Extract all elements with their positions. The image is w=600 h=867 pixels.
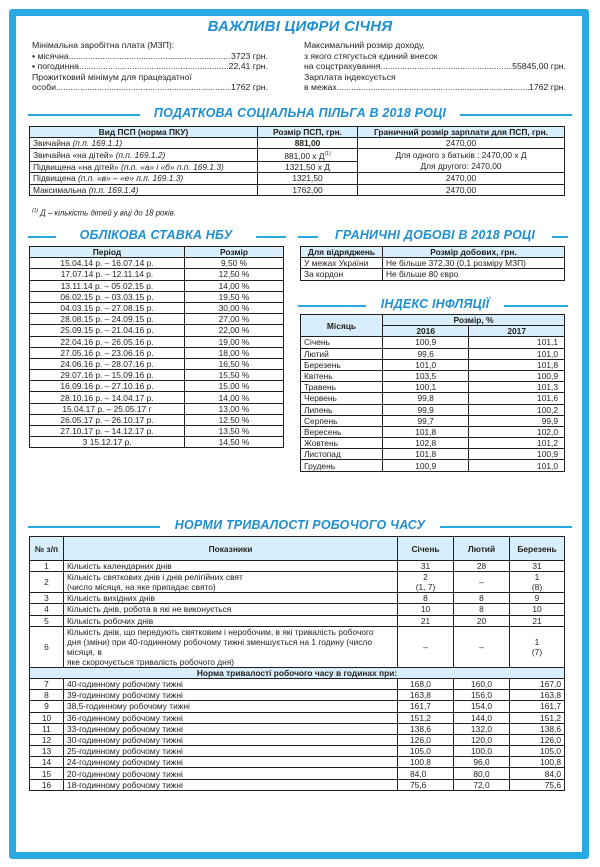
table-row (30, 593, 565, 604)
table-row (30, 615, 565, 626)
nbu-rate: 19,50 % (185, 291, 284, 302)
inflation-2017: 100,9 (469, 449, 565, 460)
norms-cell: Кількість календарних днів (64, 561, 398, 572)
norms-cell: 156,0 (454, 690, 510, 701)
nbu-rate: 19,00 % (185, 336, 284, 347)
norms-cell: 33-годинному робочому тижні (64, 723, 398, 734)
daily-header-trip: Для відряджень (301, 247, 383, 258)
table-row (30, 314, 284, 325)
nbu-rate: 14,00 % (185, 392, 284, 403)
norms-cell: 21 (398, 615, 454, 626)
inflation-2017: 101,8 (469, 359, 565, 370)
table-row (30, 626, 565, 667)
table-row (30, 269, 284, 280)
nbu-period: 04.03.15 р. – 27.08.15 р. (30, 302, 185, 313)
table-row (30, 381, 284, 392)
inflation-2017: 101,0 (469, 460, 565, 471)
nbu-rate: 15,50 % (185, 370, 284, 381)
table-row (30, 325, 284, 336)
nbu-rate: 14,50 % (185, 437, 284, 448)
table-row (301, 337, 565, 348)
norms-header-num: № з/п (30, 537, 64, 561)
norms-cell: 6 (30, 626, 64, 667)
psp-note: $^{(1)}$ Д – кількість дітей у віці до 18 років. (32, 208, 177, 218)
nbu-rate: 16,50 % (185, 358, 284, 369)
inflation-month: Вересень (301, 426, 383, 437)
inflation-month: Лютий (301, 348, 383, 359)
nbu-period: 27.10.17 р. – 14.12.17 р. (30, 426, 185, 437)
monthly-value: 3723 грн. (231, 50, 268, 61)
daily-title: ГРАНИЧНІ ДОБОВІ В 2018 РОЦІ (318, 228, 552, 242)
table-row (30, 779, 565, 790)
inflation-2016: 102,8 (383, 438, 469, 449)
wage-line-2: в межах (304, 82, 337, 93)
norms-subheader: Норма тривалості робочого часу в годинах при: (30, 667, 565, 678)
inflation-2016: 103,5 (383, 370, 469, 381)
inflation-month: Листопад (301, 449, 383, 460)
nbu-rate: 22,00 % (185, 325, 284, 336)
table-row: Звичайна «на дітей» (п.п. 169.1.2) 881,00 х $Д^{(1)}$ Для одного з батьків : 2470,00 х Д Для другого: 2470,00 (30, 149, 565, 162)
norms-cell: 40-годинному робочому тижні (64, 678, 398, 689)
norms-cell: 75,6 (510, 779, 565, 790)
nbu-rate: 30,00 % (185, 302, 284, 313)
nbu-period: 17.07.14 р. – 12.11.14 р. (30, 269, 185, 280)
norms-cell: – (454, 626, 510, 667)
inflation-2017: 101,1 (469, 337, 565, 348)
nbu-period: 16.09.16 р. – 27.10.16 р. (30, 381, 185, 392)
norms-cell: 138,6 (398, 723, 454, 734)
norms-cell: 126,0 (398, 734, 454, 745)
table-row (30, 426, 284, 437)
norms-cell: 138,6 (510, 723, 565, 734)
norms-cell: 36-годинному робочому тижні (64, 712, 398, 723)
nbu-rate: 18,00 % (185, 347, 284, 358)
psp-header-kind: Вид ПСП (норма ПКУ) (30, 127, 258, 138)
norms-cell: 1 (8) (510, 572, 565, 593)
norms-header-mar: Березень (510, 537, 565, 561)
table-row (30, 370, 284, 381)
norms-cell: 20 (454, 615, 510, 626)
table-row: Максимальна (п.п. 169.1.4) 1762,00 2470,00 (30, 184, 565, 195)
nbu-period: 22.04.16 р. – 26.05.16 р. (30, 336, 185, 347)
maxincome-line-1: Максимальний розмір доходу, (304, 40, 425, 50)
norms-subheader-row (30, 667, 565, 678)
table-row (301, 426, 565, 437)
norms-cell: 30-годинному робочому тижні (64, 734, 398, 745)
norms-cell: 167,0 (510, 678, 565, 689)
norms-cell: 10 (30, 712, 64, 723)
norms-cell: 31 (510, 561, 565, 572)
norms-cell: 168,0 (398, 678, 454, 689)
monthly-label: ▪ місячна (32, 50, 69, 61)
norms-cell: 8 (398, 593, 454, 604)
inflation-title: ІНДЕКС ІНФЛЯЦІЇ (366, 297, 504, 311)
inflation-2016: 101,8 (383, 426, 469, 437)
norms-header-feb: Лютий (454, 537, 510, 561)
inflation-header-size: Розмір, % (383, 315, 565, 326)
norms-cell: 120,0 (454, 734, 510, 745)
table-row: Підвищена «на дітей» (п.п. «а» і «б» п.п. 169.1.3) 1321,50 х Д (30, 162, 565, 173)
nbu-title: ОБЛІКОВА СТАВКА НБУ (56, 228, 256, 242)
nbu-period: 15.04.17 р. – 25.05.17 г (30, 403, 185, 414)
table-row (30, 403, 284, 414)
norms-cell: 9 (510, 593, 565, 604)
table-row (301, 359, 565, 370)
inflation-month: Грудень (301, 460, 383, 471)
inflation-header-2016: 2016 (383, 326, 469, 337)
inflation-2017: 102,0 (469, 426, 565, 437)
hourly-value: 22,41 грн. (228, 61, 268, 72)
norms-cell: Кількість днів, робота в які не виконується (64, 604, 398, 615)
norms-cell: 1 (30, 561, 64, 572)
table-row (30, 734, 565, 745)
maxincome-line-2: з якого стягується єдиний внесок (304, 50, 438, 61)
inflation-2016: 99,8 (383, 393, 469, 404)
psp-header-limit: Граничний розмір зарплати для ПСП, грн. (358, 127, 565, 138)
table-row (30, 392, 284, 403)
inflation-2016: 99,9 (383, 404, 469, 415)
nbu-period: 28.10.16 р. – 14.04.17 р. (30, 392, 185, 403)
norms-cell: 105,0 (398, 746, 454, 757)
nbu-period: 25.09.15 р. – 21.04.16 р. (30, 325, 185, 336)
norms-header-indicator: Показники (64, 537, 398, 561)
norms-cell: 12 (30, 734, 64, 745)
table-row (301, 382, 565, 393)
inflation-month: Серпень (301, 415, 383, 426)
psp-header-size: Розмір ПСП, грн. (258, 127, 358, 138)
norms-cell: 7 (30, 678, 64, 689)
wage-value: 1762 грн. (529, 82, 566, 93)
nbu-rate: 13,50 % (185, 426, 284, 437)
norms-cell: 80,0 (454, 768, 510, 779)
table-row (30, 723, 565, 734)
daily-table (300, 246, 565, 281)
table-row (301, 370, 565, 381)
nbu-period: 06.02.15 р. – 03.03.15 р. (30, 291, 185, 302)
table-row (30, 336, 284, 347)
norms-cell: 161,7 (398, 701, 454, 712)
norms-cell: 38,5-годинному робочому тижні (64, 701, 398, 712)
norms-cell: 84,0 (398, 768, 454, 779)
nbu-period: 13.11.14 р. – 05.02.15 р. (30, 280, 185, 291)
inflation-month: Липень (301, 404, 383, 415)
norms-cell: 132,0 (454, 723, 510, 734)
nbu-period: 29.07.16 р. – 15.09.16 р. (30, 370, 185, 381)
norms-cell: 100,8 (510, 757, 565, 768)
table-row (30, 678, 565, 689)
table-row (30, 358, 284, 369)
nbu-header-rate: Розмір (185, 247, 284, 258)
table-row (30, 347, 284, 358)
inflation-month: Березень (301, 359, 383, 370)
inflation-2016: 101,8 (383, 449, 469, 460)
norms-cell: Кількість вихідних днів (64, 593, 398, 604)
norms-cell: 8 (454, 604, 510, 615)
norms-cell: 160,0 (454, 678, 510, 689)
norms-cell: 18-годинному робочому тижні (64, 779, 398, 790)
inflation-2017: 101,6 (469, 393, 565, 404)
nbu-table (29, 246, 284, 448)
table-row (30, 561, 565, 572)
table-row (301, 460, 565, 471)
table-row (301, 438, 565, 449)
norms-cell: 15 (30, 768, 64, 779)
inflation-2017: 100,9 (469, 370, 565, 381)
table-row: За кордон Не більше 80 євро (301, 269, 565, 280)
table-row (30, 712, 565, 723)
table-row (30, 572, 565, 593)
norms-cell: 8 (30, 690, 64, 701)
psp-title: ПОДАТКОВА СОЦІАЛЬНА ПІЛЬГА В 2018 РОЦІ (140, 106, 460, 120)
norms-title: НОРМИ ТРИВАЛОСТІ РОБОЧОГО ЧАСУ (160, 518, 440, 532)
table-row: У межах України Не більше 372,30 (0,1 розміру МЗП) (301, 258, 565, 269)
norms-cell: 96,0 (454, 757, 510, 768)
inflation-month: Жовтень (301, 438, 383, 449)
table-row (30, 757, 565, 768)
nbu-rate: 14,00 % (185, 280, 284, 291)
norms-cell: – (398, 626, 454, 667)
intro-left (32, 40, 268, 93)
norms-cell: 126,0 (510, 734, 565, 745)
table-row (30, 302, 284, 313)
norms-cell: 10 (398, 604, 454, 615)
nbu-rate: 15,00 % (185, 381, 284, 392)
norms-cell: 13 (30, 746, 64, 757)
inflation-table (300, 314, 565, 472)
norms-cell: 2 (1, 7) (398, 572, 454, 593)
norms-cell: Кількість днів, що передують святковим і неробочим, в які тривалість робочого дня (зміни) при 40-годинному робочому тижні зменшується на 1 годину (число місяця, в яке скорочується тривалість робочого дня) (64, 626, 398, 667)
table-row (30, 690, 565, 701)
table-row (30, 291, 284, 302)
nbu-rate: 13,00 % (185, 403, 284, 414)
daily-header-size: Розмір добових, грн. (383, 247, 565, 258)
norms-cell: 25-годинному робочому тижні (64, 746, 398, 757)
nbu-rate: 12,50 % (185, 269, 284, 280)
norms-cell: 105,0 (510, 746, 565, 757)
norms-cell: 5 (30, 615, 64, 626)
norms-cell: Кількість святкових днів і днів релігійних свят (число місяця, на яке припадає свято) (64, 572, 398, 593)
norms-cell: Кількість робочих днів (64, 615, 398, 626)
psp-table (29, 126, 565, 196)
table-row: Звичайна (п.п. 169.1.1) 881,00 2470,00 (30, 138, 565, 149)
nbu-period: З 15.12.17 р. (30, 437, 185, 448)
nbu-period: 28.08.15 р. – 24.09.15 р. (30, 314, 185, 325)
nbu-rate: 12.50 % (185, 414, 284, 425)
table-row (30, 414, 284, 425)
norms-cell: 75,6 (398, 779, 454, 790)
inflation-month: Квітень (301, 370, 383, 381)
subsistence-label: Прожитковий мінімум для працездатної (32, 71, 192, 82)
nbu-period: 24.06.16 р. – 28.07.16 р. (30, 358, 185, 369)
table-row (30, 746, 565, 757)
table-row (301, 348, 565, 359)
subsistence-value: 1762 грн. (231, 82, 268, 93)
table-row (30, 280, 284, 291)
table-row (301, 404, 565, 415)
norms-header-jan: Січень (398, 537, 454, 561)
norms-cell: 163,8 (510, 690, 565, 701)
maxincome-value: 55845,00 грн. (512, 61, 566, 72)
norms-cell: 21 (510, 615, 565, 626)
inflation-2017: 101,0 (469, 348, 565, 359)
norms-cell: 100,8 (398, 757, 454, 768)
maxincome-line-3: на соцстрахування (304, 61, 381, 72)
table-row (30, 701, 565, 712)
norms-cell: 11 (30, 723, 64, 734)
table-row (301, 449, 565, 460)
table-row (30, 604, 565, 615)
inflation-month: Червень (301, 393, 383, 404)
inflation-month: Січень (301, 337, 383, 348)
page-title: ВАЖЛИВІ ЦИФРИ СІЧНЯ (207, 18, 393, 35)
norms-cell: 154,0 (454, 701, 510, 712)
norms-cell: 4 (30, 604, 64, 615)
table-row (30, 768, 565, 779)
nbu-header-period: Період (30, 247, 185, 258)
table-row: Підвищена (п.п. «в» – «е» п.п. 169.1.3) 1321,50 2470,00 (30, 173, 565, 184)
norms-cell: 72,0 (454, 779, 510, 790)
mzp-label: Мінімальна заробітна плата (МЗП): (32, 40, 175, 50)
norms-cell: 14 (30, 757, 64, 768)
inflation-header-2017: 2017 (469, 326, 565, 337)
norms-cell: 3 (30, 593, 64, 604)
norms-cell: 1 (7) (510, 626, 565, 667)
inflation-2016: 101,0 (383, 359, 469, 370)
inflation-2016: 100,9 (383, 460, 469, 471)
norms-cell: – (454, 572, 510, 593)
nbu-period: 27.05.16 р. – 23.06.16 р. (30, 347, 185, 358)
norms-cell: 16 (30, 779, 64, 790)
norms-cell: 39-годинному робочому тижні (64, 690, 398, 701)
norms-cell: 151,2 (510, 712, 565, 723)
nbu-period: 15.04.14 р. – 16.07.14 р. (30, 258, 185, 269)
wage-line-1: Зарплата індексується (304, 71, 396, 82)
norms-cell: 144,0 (454, 712, 510, 723)
inflation-2016: 100,9 (383, 337, 469, 348)
table-row (301, 393, 565, 404)
inflation-2017: 101,3 (469, 382, 565, 393)
norms-cell: 2 (30, 572, 64, 593)
norms-cell: 163,8 (398, 690, 454, 701)
table-row (30, 437, 284, 448)
inflation-month: Травень (301, 382, 383, 393)
hourly-label: ▪ погодинна (32, 61, 79, 72)
nbu-rate: 27,00 % (185, 314, 284, 325)
table-row (301, 415, 565, 426)
inflation-2017: 100,2 (469, 404, 565, 415)
inflation-2016: 100,1 (383, 382, 469, 393)
norms-cell: 24-годинному робочому тижні (64, 757, 398, 768)
norms-cell: 84,0 (510, 768, 565, 779)
nbu-period: 26.05.17 р. – 26.10.17 р. (30, 414, 185, 425)
inflation-2017: 101,2 (469, 438, 565, 449)
norms-cell: 9 (30, 701, 64, 712)
nbu-rate: 9,50 % (185, 258, 284, 269)
norms-cell: 8 (454, 593, 510, 604)
norms-cell: 161,7 (510, 701, 565, 712)
norms-cell: 10 (510, 604, 565, 615)
norms-cell: 28 (454, 561, 510, 572)
norms-cell: 100,0 (454, 746, 510, 757)
subsistence-label-2: особи (32, 82, 56, 93)
inflation-2016: 99,7 (383, 415, 469, 426)
inflation-header-month: Місяць (301, 315, 383, 337)
table-row (30, 258, 284, 269)
norms-table (29, 536, 565, 791)
norms-cell: 20-годинному робочому тижні (64, 768, 398, 779)
intro-right (304, 40, 566, 93)
inflation-2017: 99,9 (469, 415, 565, 426)
norms-cell: 151,2 (398, 712, 454, 723)
norms-cell: 31 (398, 561, 454, 572)
inflation-2016: 99,6 (383, 348, 469, 359)
